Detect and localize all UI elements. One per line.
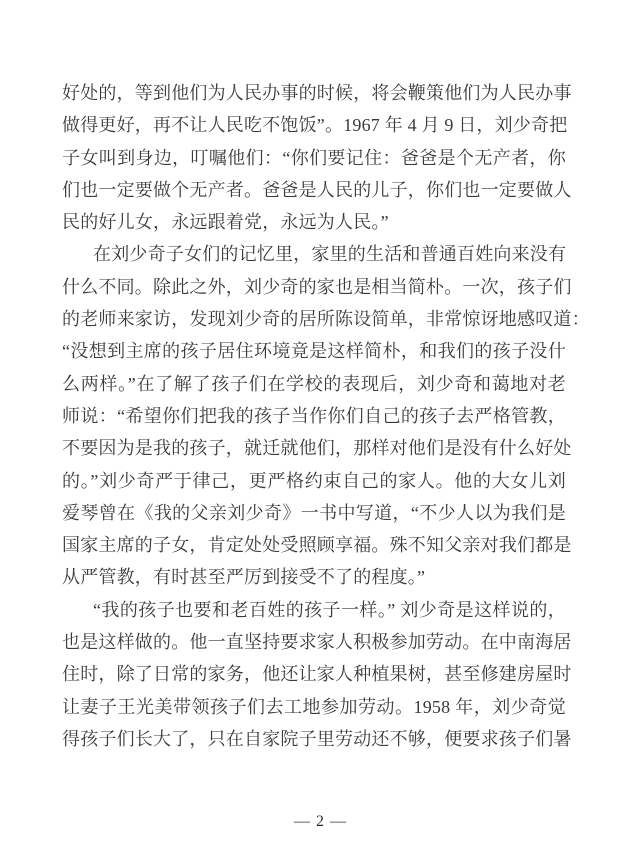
text-line: 在刘少奇子女们的记忆里，家里的生活和普通百姓向来没有	[93, 244, 567, 265]
paragraph	[62, 238, 590, 593]
text-line: 们也一定要做个无产者。爸爸是人民的儿子，你们也一定要做人	[62, 179, 572, 200]
text-line: 国家主席的子女，肯定处处受照顾享福。殊不知父亲对我们都是	[62, 535, 572, 556]
text-line: 什么不同。除此之外，刘少奇的家也是相当简朴。一次，孩子们	[62, 276, 572, 297]
text-line: 不要因为是我的孩子，就迁就他们，那样对他们是没有什么好处	[62, 438, 572, 459]
text-line: 子女叫到身边，叮嘱他们：“你们要记住：爸爸是个无产者，你	[62, 147, 566, 168]
text-line: 也是这样做的。他一直坚持要求家人积极参加劳动。在中南海居	[62, 632, 572, 653]
text-line: 的。”刘少奇严于律己，更严格约束自己的家人。他的大女儿刘	[62, 470, 566, 491]
text-line: 爱琴曾在《我的父亲刘少奇》一书中写道，“不少人以为我们是	[62, 502, 566, 523]
text-line: 做得更好，再不让人民吃不饱饭”。1967 年 4 月 9 日，刘少奇把	[62, 115, 568, 136]
text-line: 好处的，等到他们为人民办事的时候，将会鞭策他们为人民办事	[62, 83, 572, 103]
text-line: “没想到主席的孩子居住环境竟是这样简朴，和我们的孩子没什	[62, 341, 566, 362]
text-line: 住时，除了日常的家务，他还让家人种植果树，甚至修建房屋时	[62, 664, 572, 685]
text-line: 民的好儿女，永远跟着党，永远为人民。”	[62, 212, 389, 233]
page-number: — 2 —	[294, 813, 347, 830]
paragraph	[62, 77, 572, 238]
text-line: 师说：“希望你们把我的孩子当作你们自己的孩子去严格管教，	[62, 405, 566, 426]
body-text	[62, 77, 590, 755]
paragraph	[62, 594, 572, 755]
text-line: 得孩子们长大了，只在自家院子里劳动还不够，便要求孩子们暑	[62, 728, 572, 749]
text-line: “我的孩子也要和老百姓的孩子一样。” 刘少奇是这样说的，	[93, 599, 566, 620]
text-line: 让妻子王光美带领孩子们去工地参加劳动。1958 年，刘少奇觉	[62, 696, 566, 717]
text-line: 的老师来家访，发现刘少奇的居所陈设简单，非常惊讶地感叹道：	[62, 309, 590, 330]
text-line: 从严管教，有时甚至严厉到接受不了的程度。”	[62, 567, 426, 588]
text-line: 么两样。”在了解了孩子们在学校的表现后，刘少奇和蔼地对老	[62, 373, 566, 394]
